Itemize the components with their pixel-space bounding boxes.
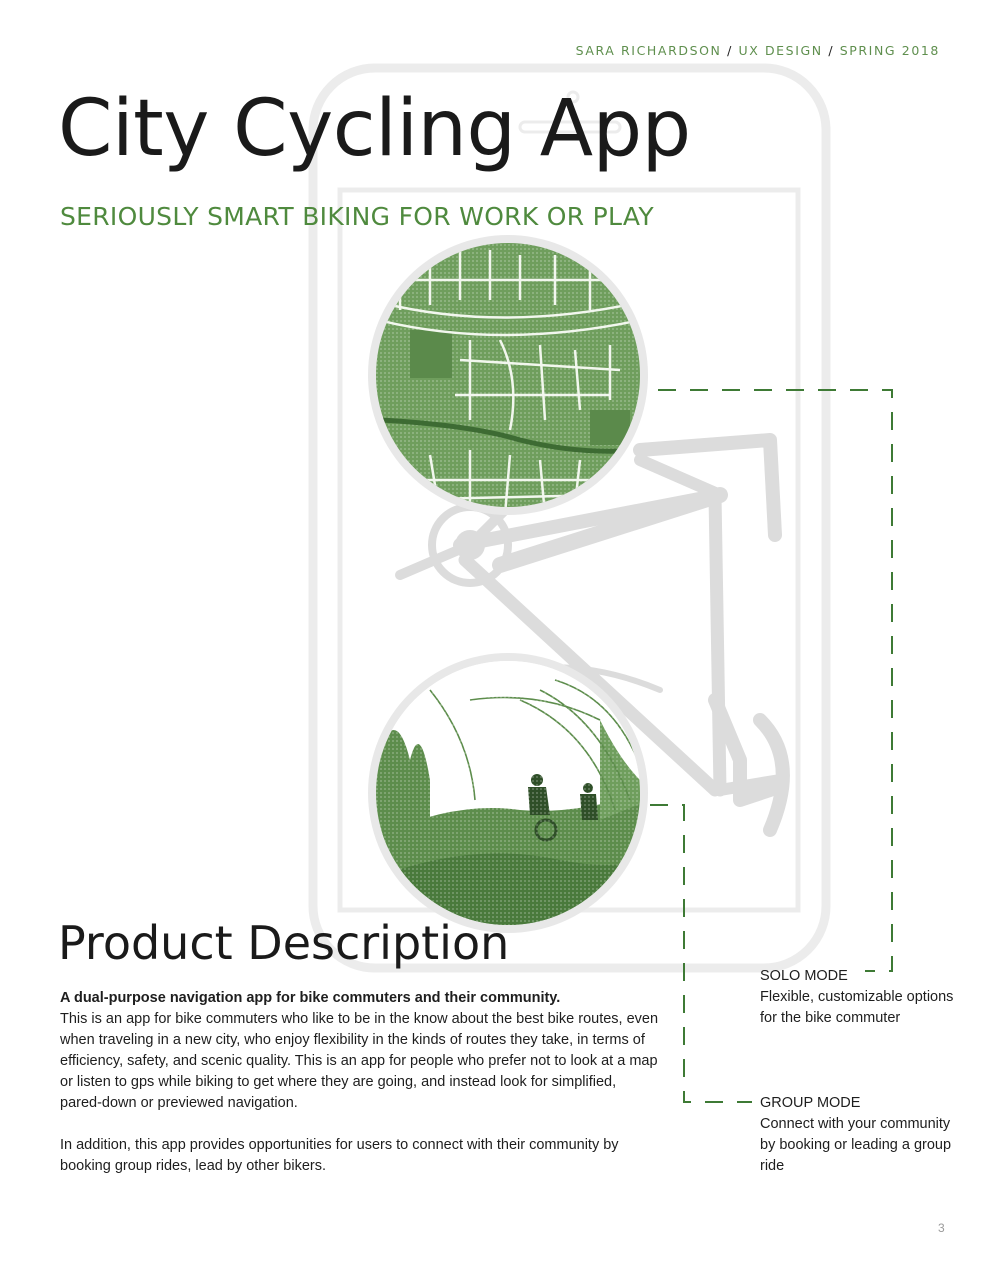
page-number: 3	[938, 1221, 945, 1235]
solo-mode-text: Flexible, customizable options for the bike commuter	[760, 989, 954, 1026]
solo-mode-title: SOLO MODE	[760, 968, 848, 984]
page-title: City Cycling App	[58, 84, 691, 174]
header-author: SARA RICHARDSON	[575, 43, 722, 58]
product-description	[60, 988, 660, 1177]
description-addition: In addition, this app provides opportunities for users to connect with their community by booking group rides, lead by other bikers.	[60, 1137, 619, 1174]
connector-group	[650, 805, 752, 1102]
cyclists-circle-image	[368, 653, 650, 933]
solo-mode-callout	[760, 966, 960, 1029]
map-circle-image	[368, 235, 650, 520]
page-subtitle: SERIOUSLY SMART BIKING FOR WORK OR PLAY	[60, 202, 654, 231]
group-mode-text: Connect with your community by booking or leading a group ride	[760, 1116, 952, 1174]
description-body: This is an app for bike commuters who like to be in the know about the best bike routes, even when traveling in a new city, who enjoy flexibility in the kinds of routes they take, in terms of efficiency, safety, and scenic quality. This is an app for people who prefer not to look at a map or listen to gps while biking to get where they are going, and instead look for simplified, pared-down or previewed navigation.	[60, 1011, 659, 1111]
header-term: SPRING 2018	[839, 43, 940, 58]
group-mode-title: GROUP MODE	[760, 1095, 861, 1111]
header-separator: /	[828, 43, 835, 58]
group-mode-callout	[760, 1093, 960, 1177]
header-separator: /	[727, 43, 733, 58]
header-course: UX DESIGN	[738, 43, 823, 58]
description-lead: A dual-purpose navigation app for bike commuters and their community.	[60, 990, 561, 1006]
section-title: Product Description	[58, 916, 510, 970]
